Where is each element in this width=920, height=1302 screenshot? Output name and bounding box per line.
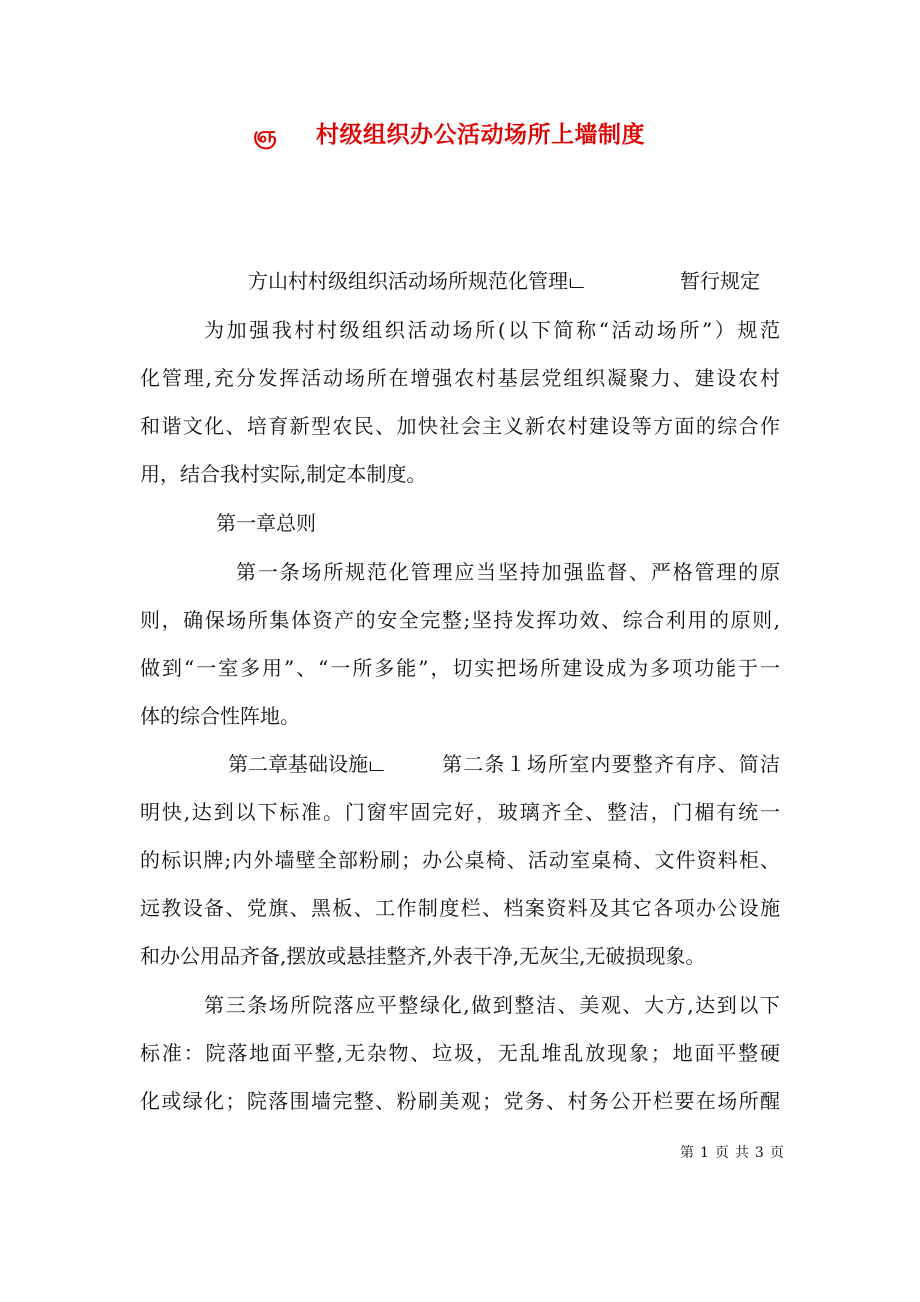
footer-total-pages: 3	[754, 1145, 764, 1161]
chapter-heading: 第二章基础设施ட	[228, 752, 384, 776]
paragraph-line: 则，确保场所集体资产的安全完整;坚持发挥功效、综合利用的原则,	[140, 608, 780, 632]
title-row	[0, 118, 920, 158]
paragraph-line: 远教设备、党旗、黑板、工作制度栏、档案资料及其它各项办公设施	[140, 896, 780, 920]
paragraph-line: 标准：院落地面平整,无杂物、垃圾，无乱堆乱放现象；地面平整硬	[140, 1041, 780, 1065]
paragraph-line: 第一条场所规范化管理应当坚持加强监督、严格管理的原	[236, 560, 780, 584]
paragraph-line: 的标识牌;内外墙壁全部粉刷；办公桌椅、活动室桌椅、文件资料柜、	[140, 848, 780, 872]
document-title: 村级组织办公活动场所上墙制度	[316, 121, 645, 148]
page-footer	[677, 1143, 787, 1163]
paragraph-line: 和办公用品齐备,摆放或悬挂整齐,外表干净,无灰尘,无破损现象。	[140, 944, 706, 968]
title-bullet: ஞ	[253, 122, 277, 148]
paragraph-line: 明快,达到以下标准。门窗牢固完好，玻璃齐全、整洁，门楣有统一	[140, 800, 780, 824]
paragraph-line: 为加强我村村级组织活动场所(以下简称“活动场所”）规范	[204, 318, 780, 342]
footer-page-word: 页	[714, 1145, 729, 1161]
chapter-heading: 第一章总则	[216, 511, 316, 535]
subtitle-right: 暂行规定	[680, 269, 760, 293]
paragraph-line: 第三条场所院落应平整绿化,做到整洁、美观、大方,达到以下	[204, 993, 780, 1017]
subtitle-left: 方山村村级组织活动场所规范化管理ட	[248, 269, 584, 293]
paragraph-line: 做到“一室多用”、“一所多能”，切实把场所建设成为多项功能于一	[140, 656, 780, 680]
footer-prefix: 第	[680, 1145, 694, 1161]
footer-total-word: 共	[734, 1145, 749, 1161]
footer-page-number: 1	[700, 1145, 709, 1161]
paragraph-line: 化管理,充分发挥活动场所在增强农村基层党组织凝聚力、建设农村	[140, 366, 780, 390]
paragraph-line: 和谐文化、培育新型农民、加快社会主义新农村建设等方面的综合作	[140, 414, 780, 438]
paragraph-line: 体的综合性阵地。	[140, 704, 300, 728]
paragraph-line: 第二条１场所室内要整齐有序、简洁	[442, 752, 780, 776]
paragraph-line: 用，结合我村实际,制定本制度。	[140, 462, 427, 486]
footer-suffix: 页	[769, 1145, 784, 1161]
paragraph-line: 化或绿化；院落围墙完整、粉刷美观；党务、村务公开栏要在场所醒	[140, 1089, 780, 1113]
